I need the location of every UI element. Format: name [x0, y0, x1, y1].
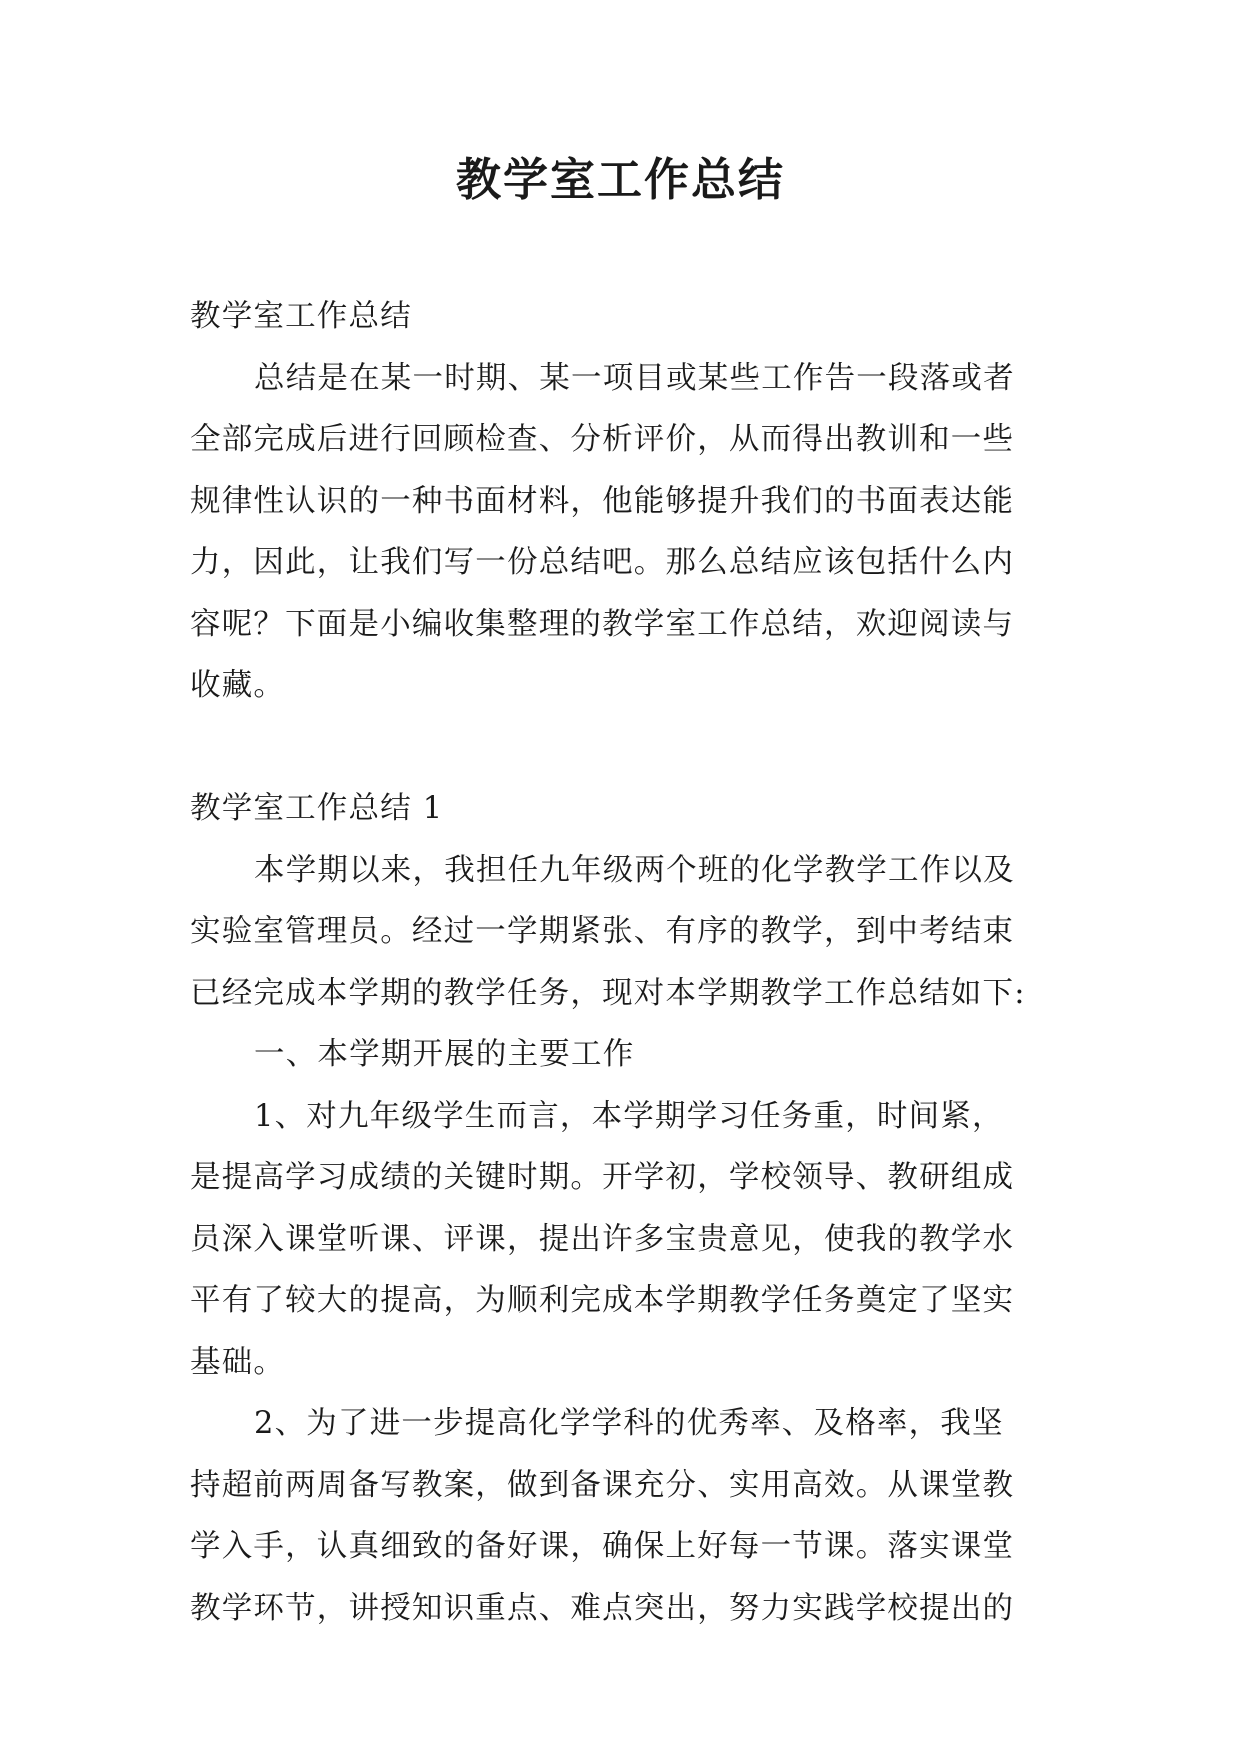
- text-line: 实验室管理员。经过一学期紧张、有序的教学，到中考结束: [190, 914, 1015, 949]
- text-line: 本学期以来，我担任九年级两个班的化学教学工作以及: [254, 852, 1015, 888]
- text-line: 一、本学期开展的主要工作: [254, 1037, 635, 1072]
- text-line: 员深入课堂听课、评课，提出许多宝贵意见，使我的教学水: [190, 1221, 1015, 1257]
- text-line: 教学室工作总结: [190, 299, 412, 334]
- blank-line: [190, 717, 1050, 779]
- text-line: 持超前两周备写教案，做到备课充分、实用高效。从课堂教: [190, 1467, 1015, 1503]
- text-line: 2、为了进一步提高化学学科的优秀率、及格率，我坚: [254, 1406, 1004, 1441]
- text-line: 总结是在某一时期、某一项目或某些工作告一段落或者: [254, 360, 1015, 396]
- text-line: 基础。: [190, 1344, 286, 1380]
- text-line: 收藏。: [190, 668, 286, 703]
- text-line: 1、对九年级学生而言，本学期学习任务重，时间紧，: [254, 1098, 1004, 1134]
- text-line: 容呢？下面是小编收集整理的教学室工作总结，欢迎阅读与: [190, 606, 1015, 642]
- document-body: [190, 286, 1050, 1639]
- document-title: 教学室工作总结: [455, 153, 785, 206]
- text-line: 力，因此，让我们写一份总结吧。那么总结应该包括什么内: [190, 545, 1015, 580]
- text-line: 是提高学习成绩的关键时期。开学初，学校领导、教研组成: [190, 1160, 1015, 1195]
- text-line: 已经完成本学期的教学任务，现对本学期教学工作总结如下:: [190, 975, 1026, 1011]
- text-line: 教学环节，讲授知识重点、难点突出，努力实践学校提出的: [190, 1590, 1015, 1626]
- text-line: 全部完成后进行回顾检查、分析评价，从而得出教训和一些: [190, 422, 1015, 457]
- text-line: 学入手，认真细致的备好课，确保上好每一节课。落实课堂: [190, 1529, 1015, 1564]
- text-line: 规律性认识的一种书面材料，他能够提升我们的书面表达能: [190, 483, 1015, 519]
- text-line: 教学室工作总结 1: [190, 791, 444, 826]
- text-line: 平有了较大的提高，为顺利完成本学期教学任务奠定了坚实: [190, 1283, 1015, 1318]
